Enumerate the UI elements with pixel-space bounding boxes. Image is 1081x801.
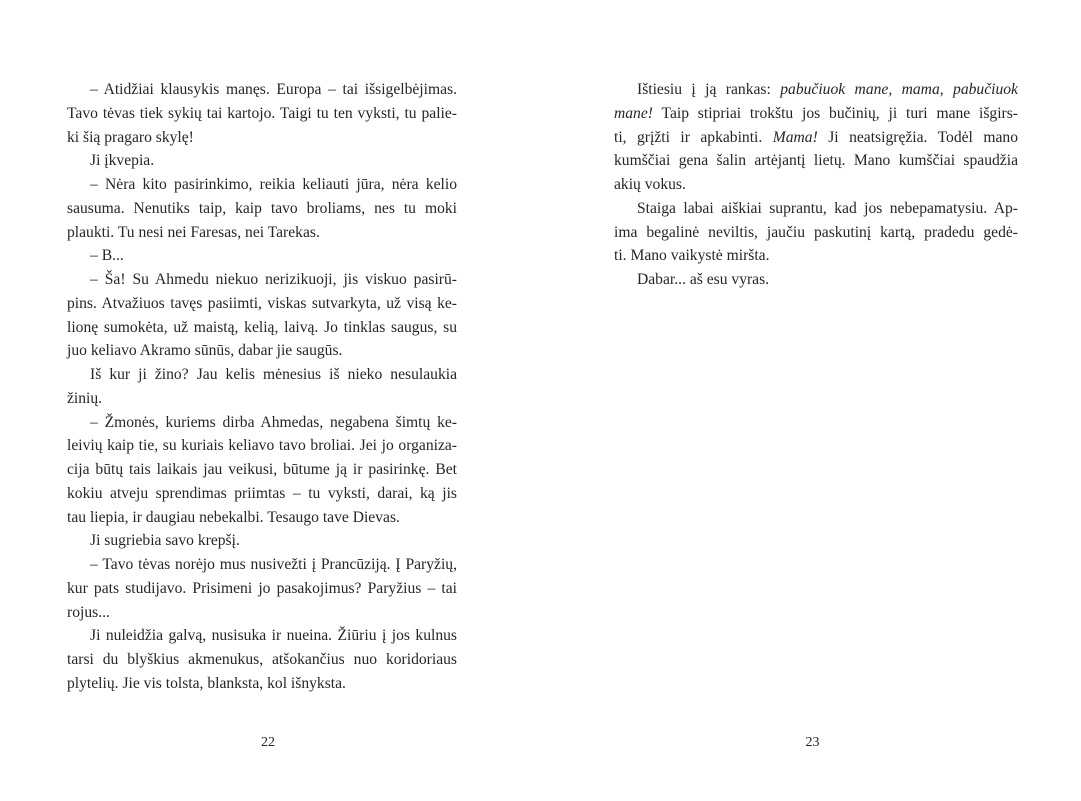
text-line xyxy=(614,78,1018,102)
text-run: Ji neatsigręžia. Todėl mano xyxy=(817,128,1018,146)
text-line: tau liepia, ir daugiau nebekalbi. Tesaugo tave Dievas. xyxy=(67,508,400,526)
page-number-left: 22 xyxy=(261,735,275,750)
text-run: ima begalinė neviltis, jaučiu paskutinį kartą, pradedu gedė- xyxy=(614,223,1018,241)
text-run: Dabar... aš esu vyras. xyxy=(637,271,770,288)
text-line: juo keliavo Akramo sūnūs, dabar jie saugūs. xyxy=(67,342,343,360)
left-page xyxy=(0,0,540,801)
text-run: ti, grįžti ir apkabinti. xyxy=(614,128,773,146)
text-line: žinių. xyxy=(67,389,103,407)
text-line: – Žmonės, kuriems dirba Ahmedas, negabena šimtų ke- xyxy=(90,413,457,431)
text-line: ki šią pragaro skylę! xyxy=(67,128,194,146)
text-line: leivių kaip tie, su kuriais keliavo tavo broliai. Jei jo organiza- xyxy=(67,437,457,455)
left-page-text xyxy=(67,78,457,696)
right-page-text xyxy=(614,78,1018,292)
text-line: – Tavo tėvas norėjo mus nusivežti į Prancūziją. Į Paryžių, xyxy=(90,556,457,573)
page-number-right: 23 xyxy=(805,735,820,750)
text-line xyxy=(614,221,1018,245)
text-line xyxy=(614,149,1018,173)
text-run: akių vokus. xyxy=(614,176,686,193)
text-line xyxy=(614,102,1018,126)
text-line: Ji nuleidžia galvą, nusisuka ir nueina. Žiūriu į jos kulnus xyxy=(90,627,457,645)
italic-text: Mama! xyxy=(772,128,818,146)
text-run: Staiga labai aiškiai suprantu, kad jos nebepamatysiu. Ap- xyxy=(637,199,1018,217)
text-run: Ištiesiu į ją rankas: xyxy=(637,81,781,98)
text-line: sausuma. Nenutiks taip, kaip tavo broliams, nes tu moki xyxy=(67,199,457,217)
text-line: – Nėra kito pasirinkimo, reikia keliauti jūra, nėra kelio xyxy=(90,176,457,193)
text-line xyxy=(614,197,1018,221)
text-run: kumščiai gena šalin artėjantį lietų. Mano kumščiai spaudžia xyxy=(614,152,1018,170)
text-line xyxy=(614,244,1018,268)
text-line: cija būtų tais laikais jau veikusi, būtume ją ir pasirinkę. Bet xyxy=(67,461,457,478)
italic-text: mane! xyxy=(614,104,653,122)
right-page xyxy=(540,0,1081,801)
text-run: ti. Mano vaikystė miršta. xyxy=(614,247,770,265)
text-line: lionę sumokėta, už maistą, kelią, laivą. Jo tinklas saugus, su xyxy=(67,318,457,336)
text-line: Tavo tėvas tiek sykių tai kartojo. Taigi tu ten vyksti, tu palie- xyxy=(67,104,457,122)
text-line: – Ša! Su Ahmedu niekuo nerizikuoji, jis viskuo pasirū- xyxy=(90,271,457,288)
text-line: Ji įkvepia. xyxy=(90,152,155,170)
text-line xyxy=(614,268,1018,292)
text-run: Taip stipriai trokštu jos bučinių, ji turi mane išgirs- xyxy=(652,104,1018,122)
text-line xyxy=(614,173,1018,197)
text-line: tarsi du blyškius akmenukus, atšokančius nuo koridoriaus xyxy=(67,651,457,668)
text-line: plaukti. Tu nesi nei Faresas, nei Tarekas. xyxy=(67,223,320,241)
text-line: kur pats studijavo. Prisimeni jo pasakojimus? Paryžius – tai xyxy=(67,579,457,597)
text-line: Iš kur ji žino? Jau kelis mėnesius iš nieko nesulaukia xyxy=(90,366,457,383)
text-line: – Atidžiai klausykis manęs. Europa – tai išsigelbėjimas. xyxy=(90,81,457,98)
text-line: pins. Atvažiuos tavęs pasiimti, viskas sutvarkyta, už visą ke- xyxy=(67,294,457,312)
text-line: rojus... xyxy=(67,603,110,621)
text-line: plytelių. Jie vis tolsta, blanksta, kol išnyksta. xyxy=(67,674,346,692)
text-line xyxy=(614,126,1018,150)
text-line: – B... xyxy=(90,247,124,265)
italic-text: pabučiuok mane, mama, pabučiuok xyxy=(780,81,1018,98)
text-line: kokiu atveju sprendimas priimtas – tu vyksti, darai, ką jis xyxy=(67,484,457,502)
text-line: Ji sugriebia savo krepšį. xyxy=(90,532,240,550)
